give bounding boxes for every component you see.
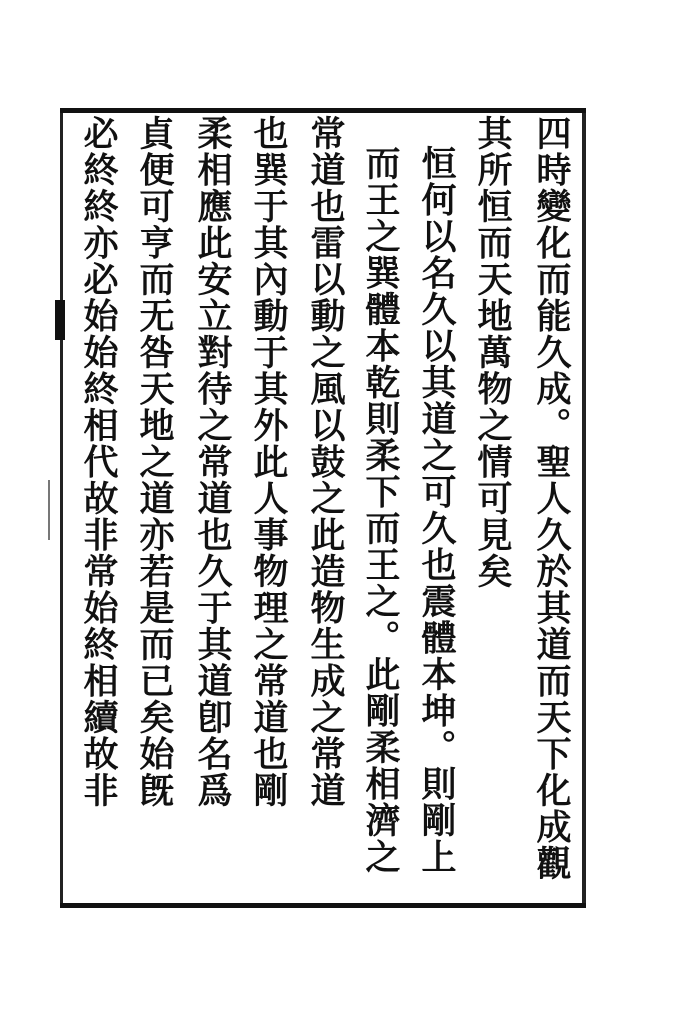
text-column-5: 常道也雷以動之風以鼓之此造物生成之常道 xyxy=(305,115,346,809)
text-column-4: 而王之巽體本乾則柔下而王之。此剛柔相濟之 xyxy=(360,145,401,875)
text-column-8: 貞便可亨而无咎天地之道亦若是而已矣始旣 xyxy=(134,115,175,809)
text-column-9: 必終終亦必始始終相代故非常始終相續故非 xyxy=(78,115,119,809)
left-border-rule xyxy=(60,113,63,903)
text-column-6: 也巽于其內動于其外此人事物理之常道也剛 xyxy=(248,115,289,809)
text-column-2: 其所恒而天地萬物之情可見矣 xyxy=(472,115,513,590)
text-column-7: 柔相應此安立對待之常道也久于其道卽名爲 xyxy=(192,115,233,809)
margin-mark xyxy=(48,480,58,540)
text-column-3: 恒何以名久以其道之可久也震體本坤。則剛上 xyxy=(416,145,457,875)
right-border-rule xyxy=(582,113,586,903)
binding-mark xyxy=(55,300,65,340)
text-column-1: 四時變化而能久成。聖人久於其道而天下化成觀 xyxy=(531,115,572,882)
